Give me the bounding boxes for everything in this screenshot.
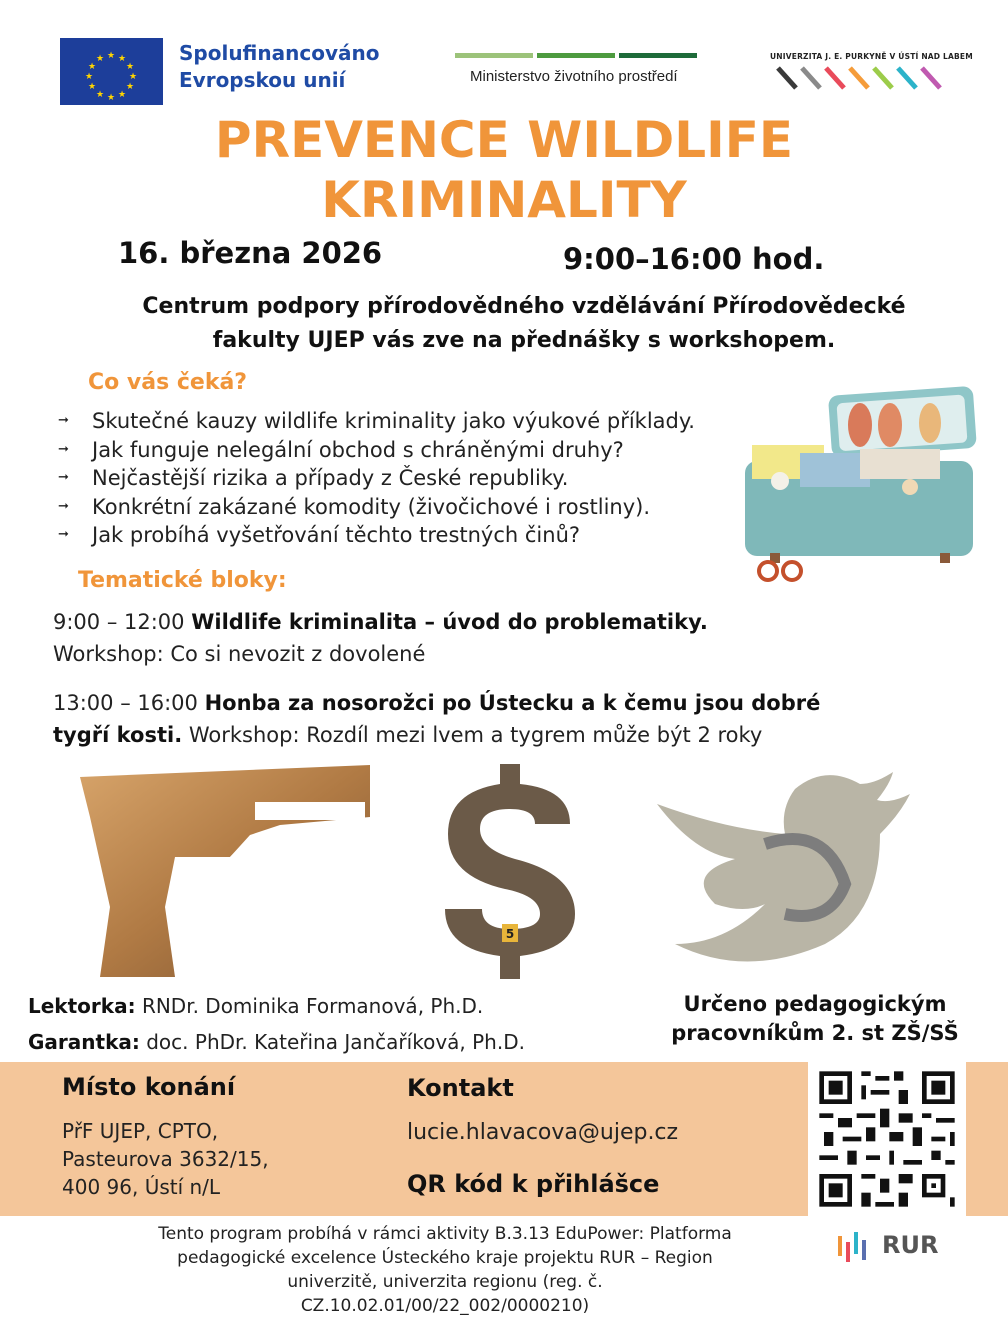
venue-line1: PřF UJEP, CPTO,: [62, 1119, 219, 1143]
contact-email-link[interactable]: lucie.hlavacova@ujep.cz: [407, 1120, 679, 1145]
eu-stars-icon: [60, 38, 163, 105]
qr-code-icon: [808, 1062, 966, 1216]
block2-title-a: Honba za nosorožci po Ústecku a k čemu jsou dobré: [204, 691, 821, 715]
title-line1: PREVENCE WILDLIFE: [214, 111, 794, 169]
target-line2: pracovníkům 2. st ZŠ/SŠ: [671, 1021, 959, 1045]
blocks-heading: Tematické bloky:: [78, 568, 287, 593]
venue-line2: Pasteurova 3632/15,: [62, 1147, 269, 1171]
footer-line2: pedagogické excelence Ústeckého kraje projektu RUR – Region: [177, 1248, 713, 1268]
contact-heading: Kontakt: [407, 1074, 514, 1102]
svg-text:★: ★: [106, 93, 116, 103]
qr-heading: QR kód k přihlášce: [407, 1170, 660, 1198]
list-item: ➞ Skutečné kauzy wildlife kriminality jako výukové příklady.: [58, 407, 695, 436]
block-afternoon: [53, 687, 820, 751]
expect-heading: Co vás čeká?: [88, 370, 248, 395]
lector-name: RNDr. Dominika Formanová, Ph.D.: [141, 994, 484, 1018]
svg-text:★: ★: [117, 54, 127, 64]
block-morning: [53, 606, 708, 670]
suitcase-image: [740, 383, 980, 583]
eu-text-line2: Evropskou unií: [179, 68, 346, 92]
block1-time: 9:00 – 12:00: [53, 610, 185, 634]
svg-text:★: ★: [95, 54, 105, 64]
block2-title-b: tygří kosti.: [53, 723, 183, 747]
target-line1: Určeno pedagogickým: [683, 992, 947, 1016]
guarantor-name: doc. PhDr. Kateřina Jančaříková, Ph.D.: [146, 1030, 525, 1054]
eu-flag-logo: [60, 38, 163, 105]
title-line2: KRIMINALITY: [321, 171, 687, 229]
svg-text:★: ★: [125, 62, 135, 72]
svg-text:★: ★: [125, 82, 135, 92]
event-time: 9:00–16:00 hod.: [563, 242, 825, 276]
lecturers: [28, 988, 525, 1060]
gun-silhouette-image: [80, 757, 375, 982]
mzp-logo-text: Ministerstvo životního prostředí: [470, 68, 678, 85]
lector-label: Lektorka:: [28, 994, 136, 1018]
bird-silhouette-image: [655, 764, 915, 974]
svg-text:★: ★: [117, 90, 127, 100]
footer-note: [45, 1222, 845, 1318]
ujep-stripes-logo: [770, 62, 942, 92]
footer-line3: univerzitě, univerzita regionu (reg. č.: [287, 1272, 603, 1292]
ujep-logo-text: UNIVERZITA J. E. PURKYNĚ V ÚSTÍ NAD LABEM: [770, 52, 973, 61]
intro-text: [20, 290, 1008, 358]
svg-text:5: 5: [505, 927, 515, 941]
list-item: ➞ Jak funguje nelegální obchod s chráněnými druhy?: [58, 436, 695, 465]
page-title: [0, 110, 1008, 230]
venue-line3: 400 96, Ústí n/L: [62, 1175, 221, 1199]
svg-text:★: ★: [87, 62, 97, 72]
list-item: ➞ Jak probíhá vyšetřování těchto trestných činů?: [58, 521, 695, 550]
venue-address: [62, 1117, 269, 1201]
svg-text:★: ★: [95, 90, 105, 100]
svg-text:★: ★: [128, 72, 138, 82]
svg-text:★: ★: [106, 51, 116, 61]
eu-text-line1: Spolufinancováno: [179, 41, 380, 65]
footer-line1: Tento program probíhá v rámci aktivity B.3.13 EduPower: Platforma: [158, 1224, 732, 1244]
venue-heading: Místo konání: [62, 1073, 236, 1101]
block1-title: Wildlife kriminalita – úvod do problematiky.: [191, 610, 708, 634]
block2-workshop: Workshop: Rozdíl mezi lvem a tygrem může být 2 roky: [188, 723, 763, 747]
target-audience: [630, 990, 1000, 1048]
guarantor-label: Garantka:: [28, 1030, 140, 1054]
rur-logo-text: RUR: [882, 1231, 939, 1259]
intro-line2: fakulty UJEP vás zve na přednášky s workshopem.: [212, 328, 836, 353]
svg-text:★: ★: [87, 82, 97, 92]
list-item: ➞ Nejčastější rizika a případy z České republiky.: [58, 464, 695, 493]
footer-line4: CZ.10.02.01/00/22_002/0000210): [300, 1296, 590, 1316]
registration-qr-code[interactable]: [808, 1062, 966, 1216]
eu-cofunding-text: [179, 40, 379, 94]
block2-time: 13:00 – 16:00: [53, 691, 198, 715]
event-date: 16. března 2026: [118, 236, 383, 270]
block1-workshop: Workshop: Co si nevozit z dovolené: [53, 642, 426, 666]
intro-line1: Centrum podpory přírodovědného vzdělávání Přírodovědecké: [142, 294, 906, 319]
svg-text:★: ★: [84, 72, 94, 82]
list-item: ➞ Konkrétní zakázané komodity (živočichové i rostliny).: [58, 493, 695, 522]
expect-list: [58, 407, 695, 550]
rur-logo-icon: [836, 1228, 876, 1264]
dollar-silhouette-image: [440, 764, 580, 984]
mzp-logo-bars: [455, 53, 697, 58]
